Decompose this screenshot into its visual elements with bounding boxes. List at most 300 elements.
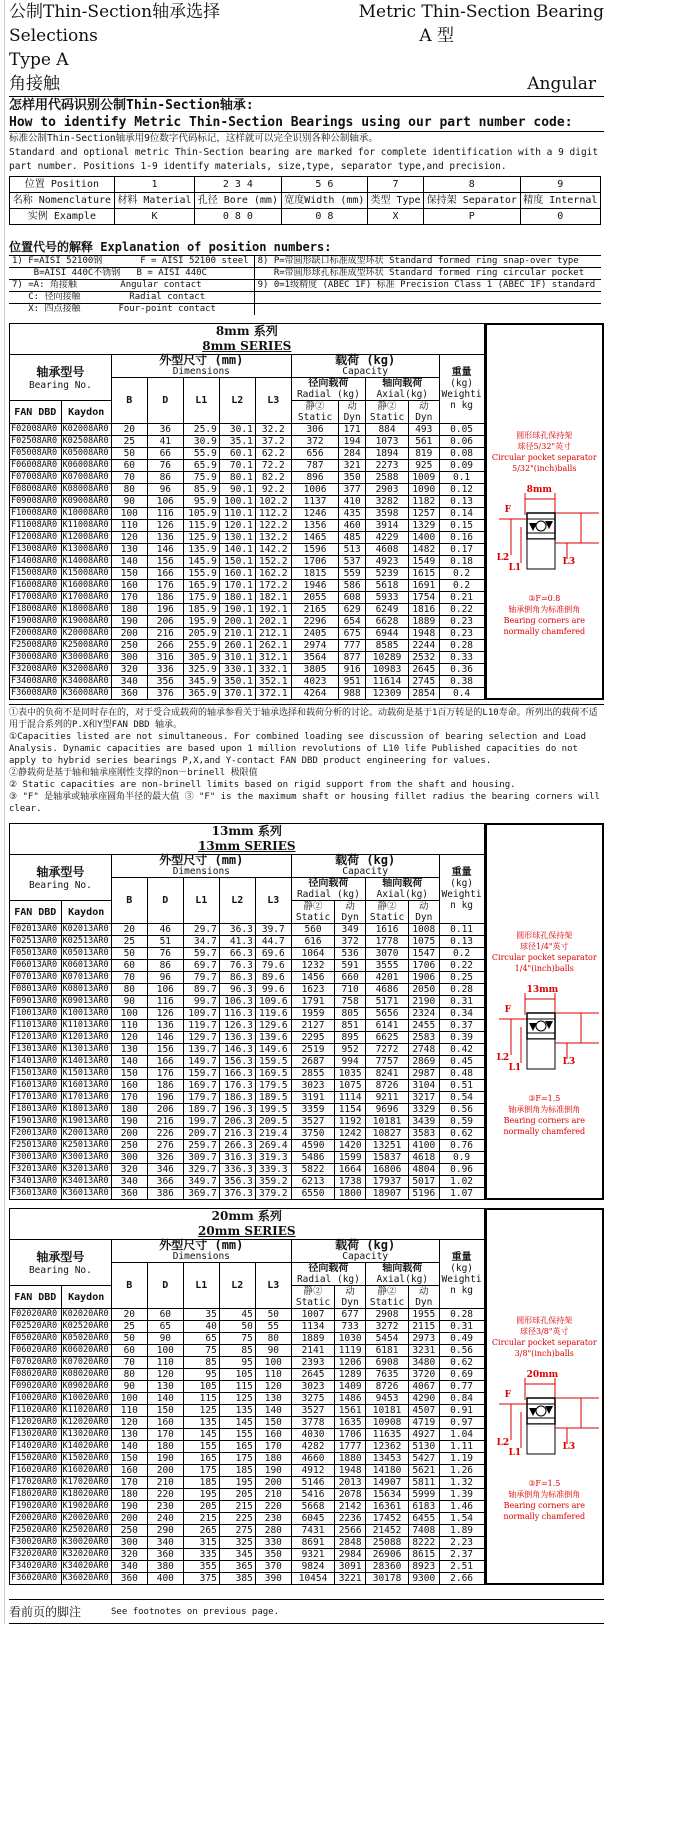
table-cell: 2127	[291, 1020, 334, 1032]
table-cell: 166.3	[219, 1068, 255, 1080]
table-cell: 329.7	[183, 1164, 219, 1176]
header-row	[10, 1240, 485, 1263]
table-cell: 99.6	[255, 984, 291, 996]
table-cell: 310.1	[219, 652, 255, 664]
table-cell: 356.3	[219, 1176, 255, 1188]
table-cell: 2588	[366, 472, 409, 484]
table-row	[10, 676, 485, 688]
table-cell: K17008AR0	[61, 592, 111, 604]
dyn-en: Dyn	[415, 412, 433, 423]
table-cell: 4618	[409, 1152, 440, 1164]
table-cell: 345	[219, 1549, 255, 1561]
table-cell: 372	[335, 936, 366, 948]
table-cell: 380	[147, 1561, 183, 1573]
table-cell: 170	[147, 1429, 183, 1441]
table-cell: 284	[339, 448, 366, 460]
table-row	[10, 1549, 485, 1561]
diagram-f-label: F	[504, 1005, 511, 1015]
table-cell: 325	[219, 1537, 255, 1549]
table-row	[10, 1140, 485, 1152]
table-cell: 202.1	[255, 616, 291, 628]
table-cell: 180	[111, 604, 147, 616]
table-cell: 6249	[366, 604, 409, 616]
dyn-en: Dyn	[341, 912, 359, 923]
dyn-header	[339, 401, 366, 424]
table-cell: 10983	[366, 664, 409, 676]
table-cell: 305.9	[183, 652, 219, 664]
table-cell: 105	[183, 1381, 219, 1393]
table-cell: 70	[111, 472, 147, 484]
static-zh: 静②	[377, 401, 397, 412]
bearing-no-en: Bearing No.	[28, 379, 92, 391]
table-cell: F34020AR0	[10, 1561, 62, 1573]
table-cell: 32.2	[255, 424, 291, 436]
table-cell: 139.6	[255, 1032, 291, 1044]
table-cell: 0.25	[439, 972, 484, 984]
static-header	[366, 901, 409, 924]
table-cell: 4030	[291, 1429, 334, 1441]
table-cell: 10827	[366, 1128, 409, 1140]
table-cell: 8615	[409, 1549, 440, 1561]
table-row	[10, 532, 485, 544]
table-cell: 0.21	[439, 592, 484, 604]
header-row	[10, 355, 485, 378]
table-cell: 120.1	[219, 520, 255, 532]
table-cell: 110	[147, 1357, 183, 1369]
table-cell: 4023	[291, 676, 338, 688]
table-cell: K05008AR0	[61, 448, 111, 460]
table-cell: 50	[219, 1321, 255, 1333]
dyn-header	[335, 901, 366, 924]
table-cell: 608	[339, 592, 366, 604]
table-cell: 216	[147, 1116, 183, 1128]
table-cell: 1.32	[439, 1477, 484, 1489]
document-page	[4, 0, 604, 1624]
table-cell: K16008AR0	[61, 580, 111, 592]
table-cell: 8691	[291, 1537, 334, 1549]
table-cell: 125.9	[183, 532, 219, 544]
table-cell: 4590	[291, 1140, 334, 1152]
table-cell: 3104	[409, 1080, 440, 1092]
table-cell: 150.1	[219, 556, 255, 568]
table-cell: F12008AR0	[10, 532, 62, 544]
table-cell: 536	[335, 948, 366, 960]
table-cell: 1486	[335, 1393, 366, 1405]
table-row	[10, 1032, 485, 1044]
table-row	[10, 1405, 485, 1417]
table-cell: 86.3	[219, 972, 255, 984]
table-cell: K14013AR0	[61, 1056, 111, 1068]
table-cell: 155.9	[183, 568, 219, 580]
table-cell: F09008AR0	[10, 496, 62, 508]
capacity-zh: 载荷 (kg)	[335, 1238, 396, 1252]
table-cell: F02520AR0	[10, 1321, 62, 1333]
table-cell: 130	[111, 1429, 147, 1441]
table-cell: 1064	[291, 948, 334, 960]
table-cell: K30020AR0	[61, 1537, 111, 1549]
table-cell: 6550	[291, 1188, 334, 1200]
table-cell: 89.7	[183, 984, 219, 996]
table-cell: 86	[147, 960, 183, 972]
table-cell: 80	[111, 484, 147, 496]
table-cell: 189.5	[255, 1092, 291, 1104]
table-cell: 3023	[291, 1381, 334, 1393]
table-cell: 159.5	[255, 1056, 291, 1068]
table-cell: 896	[291, 472, 338, 484]
table-cell: 110	[111, 1405, 147, 1417]
table-cell: 106.3	[219, 996, 255, 1008]
table-cell: 5171	[366, 996, 409, 1008]
table-cell: K32008AR0	[61, 664, 111, 676]
table-cell: 25.9	[183, 424, 219, 436]
table-cell: 1549	[409, 556, 440, 568]
table-cell: 0.31	[439, 996, 484, 1008]
table-cell: F02508AR0	[10, 436, 62, 448]
explanation-title-en: Explanation of position numbers:	[100, 240, 332, 254]
table-cell: 3191	[291, 1092, 334, 1104]
table-cell: 5416	[291, 1489, 334, 1501]
table-cell: 100	[111, 1393, 147, 1405]
table-cell: 1006	[291, 484, 338, 496]
table-cell: 300	[111, 652, 147, 664]
axial-en: Axial(kg)	[376, 889, 429, 900]
axial-zh: 轴向载荷	[382, 878, 423, 889]
table-cell: 1119	[335, 1345, 366, 1357]
table-cell: K09013AR0	[61, 996, 111, 1008]
table-cell: K02008AR0	[61, 424, 111, 436]
series-container	[9, 323, 604, 1585]
table-cell: 1242	[335, 1128, 366, 1140]
table-cell: 1134	[291, 1321, 334, 1333]
dim-col-header: L1	[183, 878, 219, 924]
table-cell: 15837	[366, 1152, 409, 1164]
table-cell: 350	[339, 472, 366, 484]
table-cell: 186.3	[219, 1092, 255, 1104]
diagram-l2-label: L2	[496, 1438, 510, 1448]
table-cell: 220	[147, 1489, 183, 1501]
table-cell: K13013AR0	[61, 1044, 111, 1056]
table-cell: 146	[147, 1032, 183, 1044]
table-cell: 3914	[366, 520, 409, 532]
dyn-zh: 动	[345, 1286, 355, 1297]
table-cell: 10454	[291, 1573, 334, 1585]
table-cell: 126	[147, 1008, 183, 1020]
table-cell: 1289	[335, 1369, 366, 1381]
dyn-en: Dyn	[341, 1297, 359, 1308]
table-cell: 330.1	[219, 664, 255, 676]
table-cell: 30.1	[219, 424, 255, 436]
table-cell: K10020AR0	[61, 1393, 111, 1405]
position-cell: 实例 Example	[10, 209, 115, 225]
table-cell: 1815	[291, 568, 338, 580]
table-cell: 5486	[291, 1152, 334, 1164]
table-cell: 45	[219, 1309, 255, 1321]
table-cell: 220	[255, 1501, 291, 1513]
table-row	[10, 1345, 485, 1357]
table-row	[10, 508, 485, 520]
table-cell: 1114	[335, 1092, 366, 1104]
table-cell: 2.66	[439, 1573, 484, 1585]
table-cell: 335	[183, 1549, 219, 1561]
series-title-zh: 8mm 系列	[215, 324, 278, 338]
table-cell: 25	[111, 936, 147, 948]
table-cell: 0.39	[439, 1032, 484, 1044]
table-cell: 120	[147, 1369, 183, 1381]
table-cell: 1955	[409, 1309, 440, 1321]
table-cell: 3439	[409, 1116, 440, 1128]
static-header	[291, 401, 338, 424]
position-row	[10, 193, 601, 209]
table-cell: 8923	[409, 1561, 440, 1573]
table-cell: 280	[255, 1525, 291, 1537]
table-cell: 126.3	[219, 1020, 255, 1032]
table-cell: 5656	[366, 1008, 409, 1020]
table-cell: 2566	[335, 1525, 366, 1537]
table-cell: F32008AR0	[10, 664, 62, 676]
table-row	[10, 1369, 485, 1381]
table-cell: 1232	[291, 960, 334, 972]
table-cell: 2532	[409, 652, 440, 664]
table-cell: F20020AR0	[10, 1513, 62, 1525]
table-cell: F13008AR0	[10, 544, 62, 556]
howto-en: How to identify Metric Thin-Section Bearings using our part number code:	[9, 114, 604, 132]
diagram-f-label: F	[504, 1390, 511, 1400]
table-cell: 212.1	[255, 628, 291, 640]
table-cell: 156	[147, 556, 183, 568]
table-cell: 360	[111, 688, 147, 700]
table-cell: K10013AR0	[61, 1008, 111, 1020]
table-row	[10, 1128, 485, 1140]
table-cell: F06008AR0	[10, 460, 62, 472]
table-cell: 4264	[291, 688, 338, 700]
table-cell: 372	[291, 436, 338, 448]
table-cell: 60	[147, 1309, 183, 1321]
bearing-no-en: Bearing No.	[28, 1264, 92, 1276]
table-cell: 1889	[291, 1333, 334, 1345]
table-cell: 100	[255, 1357, 291, 1369]
axial-en: Axial(kg)	[376, 389, 429, 400]
table-cell: 360	[111, 1188, 147, 1200]
table-cell: F20008AR0	[10, 628, 62, 640]
table-cell: 4927	[409, 1429, 440, 1441]
table-cell: K12008AR0	[61, 532, 111, 544]
table-cell: 7408	[409, 1525, 440, 1537]
table-cell: 390	[255, 1573, 291, 1585]
table-cell: F16008AR0	[10, 580, 62, 592]
dyn-zh: 动	[345, 901, 355, 912]
table-cell: 2869	[409, 1056, 440, 1068]
table-cell: K16013AR0	[61, 1080, 111, 1092]
table-cell: 85.9	[183, 484, 219, 496]
table-cell: 160.1	[219, 568, 255, 580]
table-cell: 2.37	[439, 1549, 484, 1561]
table-row	[10, 460, 485, 472]
axial-en: Axial(kg)	[376, 1274, 429, 1285]
table-cell: 132.2	[255, 532, 291, 544]
radial-header	[291, 1263, 365, 1286]
table-cell: 95	[219, 1357, 255, 1369]
table-cell: K10008AR0	[61, 508, 111, 520]
series-title-zh: 13mm 系列	[211, 824, 282, 838]
header-row	[10, 855, 485, 878]
table-cell: 6908	[366, 1357, 409, 1369]
table-cell: K36008AR0	[61, 688, 111, 700]
series-block	[9, 323, 604, 700]
dim-col-header: L3	[255, 378, 291, 424]
table-cell: 160	[255, 1429, 291, 1441]
position-cell: 8	[423, 177, 520, 193]
table-cell: 155	[219, 1429, 255, 1441]
table-cell: K15008AR0	[61, 568, 111, 580]
explanation-title	[9, 239, 604, 255]
table-cell: F02020AR0	[10, 1309, 62, 1321]
table-cell: F30013AR0	[10, 1152, 62, 1164]
table-cell: 1889	[409, 616, 440, 628]
table-cell: 2908	[366, 1309, 409, 1321]
table-cell: 385	[219, 1573, 255, 1585]
table-cell: 3023	[291, 1080, 334, 1092]
table-cell: 1007	[291, 1309, 334, 1321]
table-cell: K13008AR0	[61, 544, 111, 556]
footnote: ③ "F" 是轴承或轴承座圆角半径的最大值 ③ "F" is the maximum shaft or housing fillet radius the bearing corners will clear.	[9, 792, 600, 814]
axial-header	[366, 878, 440, 901]
fan-dbd-header: FAN DBD	[10, 901, 62, 924]
table-cell: 1778	[366, 936, 409, 948]
table-cell: 176	[147, 1068, 183, 1080]
table-cell: 377	[339, 484, 366, 496]
position-cell: K	[114, 209, 194, 225]
table-row	[10, 1561, 485, 1573]
table-cell: 356	[147, 676, 183, 688]
table-cell: 175.9	[183, 592, 219, 604]
table-cell: F25013AR0	[10, 1140, 62, 1152]
weight-zh: 重量	[451, 367, 472, 378]
table-cell: 660	[335, 972, 366, 984]
table-cell: 20	[111, 924, 147, 936]
series-title	[10, 824, 485, 855]
table-row	[10, 960, 485, 972]
table-cell: 250	[111, 1525, 147, 1537]
table-cell: F07008AR0	[10, 472, 62, 484]
table-cell: 2455	[409, 1020, 440, 1032]
table-cell: 96	[147, 484, 183, 496]
table-cell: 0.59	[439, 1116, 484, 1128]
table-cell: K25008AR0	[61, 640, 111, 652]
table-cell: 7272	[366, 1044, 409, 1056]
diagram-caption-line: 球径3/8"英寸	[520, 1327, 569, 1336]
table-cell: 360	[111, 1573, 147, 1585]
table-cell: 140	[111, 1441, 147, 1453]
table-cell: 59.7	[183, 948, 219, 960]
table-cell: 5427	[409, 1453, 440, 1465]
table-cell: 9211	[366, 1092, 409, 1104]
table-cell: K05020AR0	[61, 1333, 111, 1345]
diagram-caption-line: 圆形球孔保持架	[516, 1316, 573, 1325]
table-cell: 0.62	[439, 1357, 484, 1369]
table-cell: 352.1	[255, 676, 291, 688]
table-cell: K32020AR0	[61, 1549, 111, 1561]
table-row	[10, 424, 485, 436]
position-cell: 位置 Position	[10, 177, 115, 193]
table-cell: 0.22	[439, 604, 484, 616]
radial-en: Radial (kg)	[296, 1274, 360, 1285]
table-cell: 290	[147, 1525, 183, 1537]
diagram-note	[491, 593, 598, 637]
table-cell: 0.97	[439, 1417, 484, 1429]
dyn-en: Dyn	[415, 912, 433, 923]
position-table	[9, 176, 601, 225]
diagram-note-line: ③F=0.8	[528, 594, 561, 603]
table-cell: F11013AR0	[10, 1020, 62, 1032]
table-row	[10, 616, 485, 628]
table-cell: K25020AR0	[61, 1525, 111, 1537]
diagram-note	[491, 1478, 598, 1522]
table-row	[10, 1333, 485, 1345]
table-cell: 1738	[335, 1176, 366, 1188]
table-cell: 100	[147, 1345, 183, 1357]
capacity-zh: 载荷 (kg)	[335, 353, 396, 367]
table-cell: 2.23	[439, 1537, 484, 1549]
dim-col-header: L2	[219, 1263, 255, 1309]
table-cell: 10289	[366, 652, 409, 664]
table-cell: 0.42	[439, 1044, 484, 1056]
table-cell: 266.3	[219, 1140, 255, 1152]
table-cell: 369.7	[183, 1188, 219, 1200]
table-cell: 170	[111, 1092, 147, 1104]
table-cell: 0.77	[439, 1381, 484, 1393]
table-cell: K12013AR0	[61, 1032, 111, 1044]
table-cell: 135	[183, 1417, 219, 1429]
axial-header	[366, 1263, 440, 1286]
table-cell: 895	[335, 1032, 366, 1044]
table-cell: 0.62	[439, 1128, 484, 1140]
table-cell: 1.19	[439, 1453, 484, 1465]
table-row	[10, 592, 485, 604]
table-cell: 1192	[335, 1116, 366, 1128]
table-cell: 3598	[366, 508, 409, 520]
table-cell: 205	[183, 1501, 219, 1513]
table-cell: 1547	[409, 948, 440, 960]
position-cell: 9	[520, 177, 600, 193]
weight-en: Weighti n kg	[441, 1274, 482, 1296]
table-cell: 349	[335, 924, 366, 936]
table-cell: 55	[255, 1321, 291, 1333]
table-cell: 44.7	[255, 936, 291, 948]
weight-header	[439, 1240, 484, 1309]
table-cell: 275	[219, 1525, 255, 1537]
explanation-right	[254, 292, 601, 304]
radial-header	[291, 378, 365, 401]
dyn-zh: 动	[419, 901, 429, 912]
table-cell: 0.15	[439, 520, 484, 532]
table-cell: 66.3	[219, 948, 255, 960]
table-cell: 6628	[366, 616, 409, 628]
table-cell: 180	[147, 1441, 183, 1453]
table-cell: F08008AR0	[10, 484, 62, 496]
table-cell: 4201	[366, 972, 409, 984]
table-cell: 2165	[291, 604, 338, 616]
table-cell: 199.5	[255, 1104, 291, 1116]
table-cell: 1615	[409, 568, 440, 580]
table-cell: 180.1	[219, 592, 255, 604]
table-cell: 179.7	[183, 1092, 219, 1104]
diagram-l3-label: L3	[562, 1057, 576, 1067]
table-cell: 90	[147, 1333, 183, 1345]
table-row	[10, 1080, 485, 1092]
table-cell: 209.7	[183, 1128, 219, 1140]
table-cell: 330	[255, 1537, 291, 1549]
table-cell: K08013AR0	[61, 984, 111, 996]
